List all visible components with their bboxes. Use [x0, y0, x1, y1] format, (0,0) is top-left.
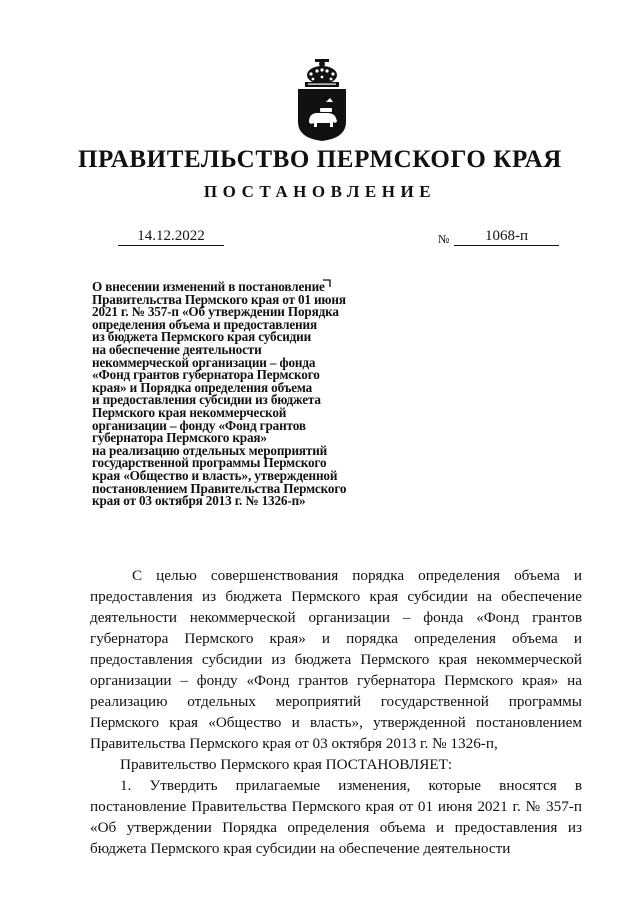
document-body [90, 565, 582, 859]
body-paragraph-decree: Правительство Пермского края ПОСТАНОВЛЯЕТ: [120, 756, 453, 773]
subject-line: 2021 г. № 357-п «Об утверждении Порядка [92, 304, 339, 320]
subject-line: на обеспечение деятельности [92, 341, 262, 357]
subject-line: «Фонд грантов губернатора Пермского [92, 367, 320, 383]
subject-line: Пермского края некоммерческой [92, 404, 287, 420]
document-date: 14.12.2022 [137, 228, 205, 244]
government-title: ПРАВИТЕЛЬСТВО ПЕРМСКОГО КРАЯ [78, 146, 562, 173]
subject-line: и предоставления субсидии из бюджета [92, 392, 321, 408]
subject-line: на реализацию отдельных мероприятий [92, 442, 328, 458]
document-subject [92, 281, 412, 508]
body-paragraph-purpose: С целью совершенствования порядка определения объема и предоставления из бюджета Пермского края субсидии на обеспечение деятельности некоммерческой организации – фонда «Фонд грантов губернатора Пермского края» и порядка определения объема и предоставления субсидии из бюджета Пермского края некоммерческой организации – фонду «Фонд грантов губернатора Пермского края» на реализацию отдельных мероприятий государственной программы Пермского края «Общество и власть», утвержденной постановлением Правительства Пермского края от 03 октября 2013 г. № 1326-п, [90, 567, 582, 752]
subject-line: определения объема и предоставления [92, 316, 317, 332]
subject-line: постановлением Правительства Пермского [92, 480, 347, 496]
subject-line: края» и Порядка определения объема [92, 379, 313, 395]
coat-of-arms-icon [295, 58, 349, 142]
date-field [118, 227, 224, 246]
body-paragraph-item-1: 1. Утвердить прилагаемые изменения, которые вносятся в постановление Правительства Пермского края от 01 июня 2021 г. № 357-п «Об утверждении Порядка определения объема и предоставления из бюджета Пермского края субсидии на обеспечение деятельности [90, 777, 582, 857]
number-label: № [438, 232, 450, 246]
subject-line: из бюджета Пермского края субсидии [92, 329, 312, 345]
document-number: 1068-п [484, 228, 529, 244]
subject-line: губернатора Пермского края» [92, 430, 267, 446]
document-type: ПОСТАНОВЛЕНИЕ [203, 182, 437, 201]
number-field [454, 227, 559, 246]
subject-line: Правительства Пермского края от 01 июня [92, 291, 346, 307]
subject-line: края «Общество и власть», утвержденной [92, 467, 338, 483]
subject-line: края от 03 октября 2013 г. № 1326-п» [92, 493, 306, 509]
subject-line: некоммерческой организации – фонда [92, 354, 316, 370]
subject-line: организации – фонду «Фонд грантов [92, 417, 306, 433]
subject-line: государственной программы Пермского [92, 455, 327, 471]
subject-line: О внесении изменений в постановление [92, 279, 325, 294]
